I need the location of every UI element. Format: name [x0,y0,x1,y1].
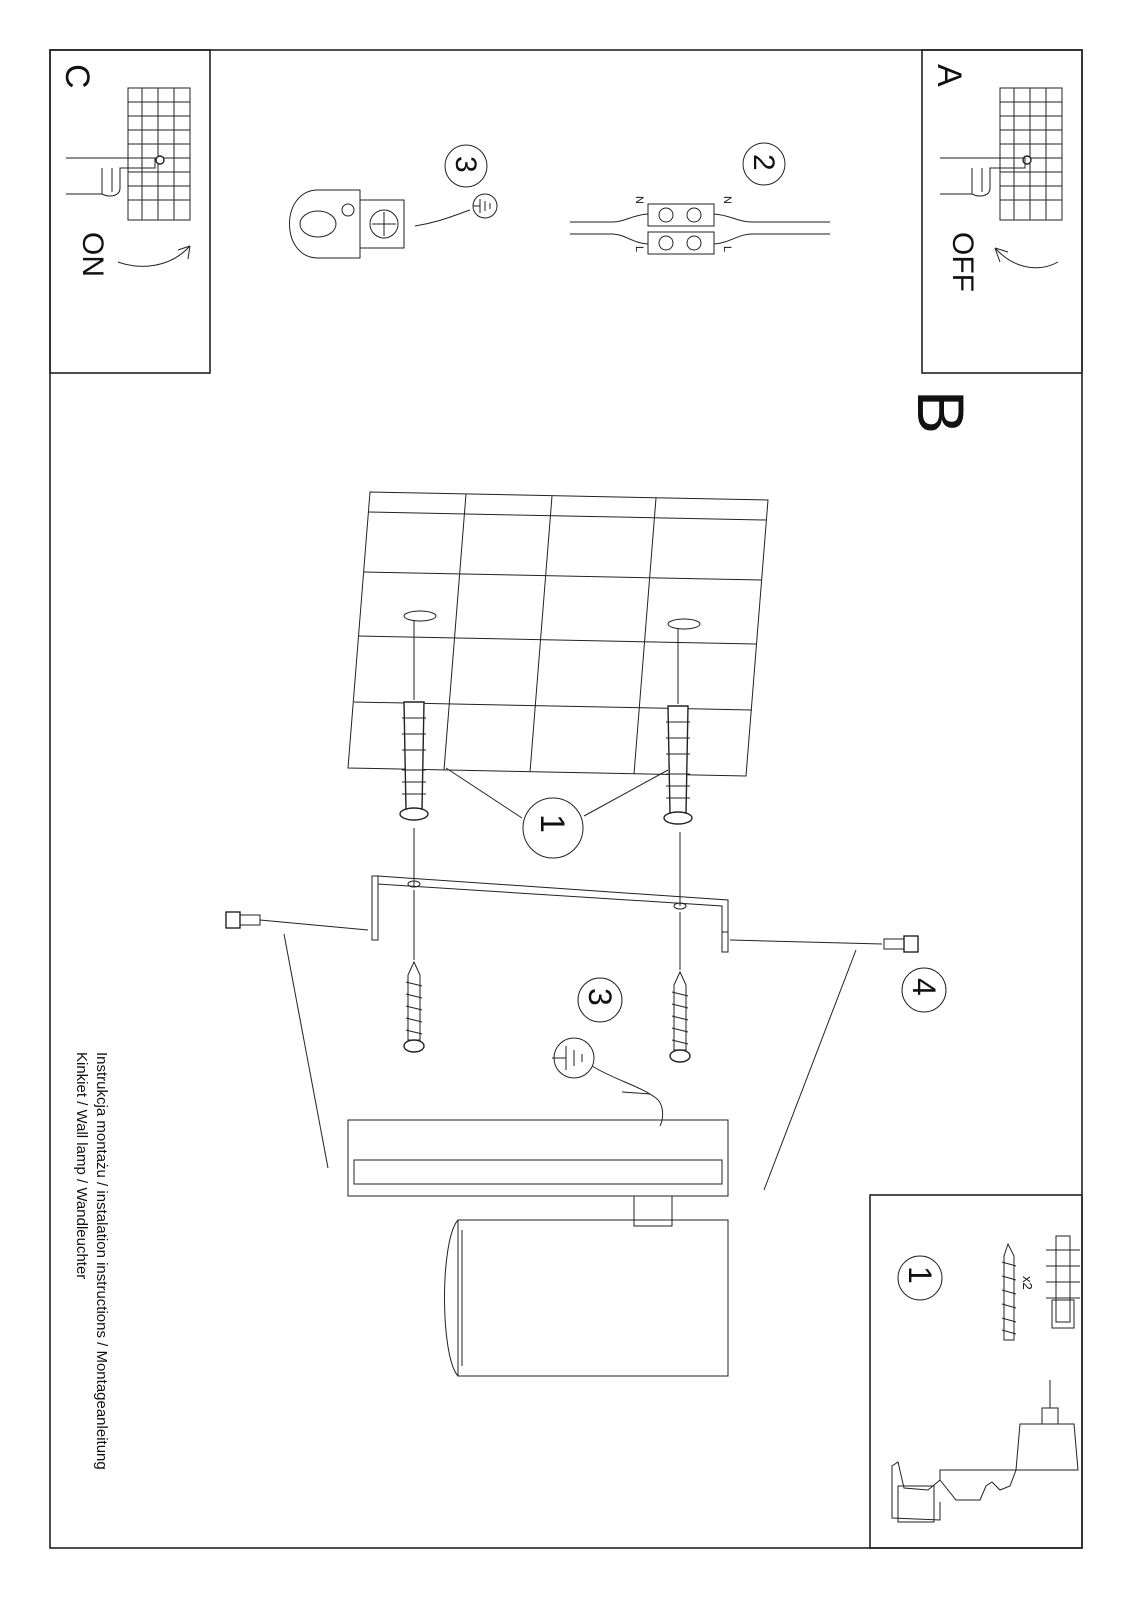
fusebox-icon [1000,88,1062,220]
kit-panel [892,1236,1080,1522]
lamp-base-plate [348,1120,728,1196]
svg-text:L: L [633,246,645,253]
panel-c-letter: C [58,64,96,89]
svg-text:4: 4 [906,978,942,996]
step-marker-plugs [446,768,668,858]
svg-text:3: 3 [582,988,618,1006]
kit-quantity: x2 [1020,1276,1035,1290]
fusebox-icon [128,88,190,220]
panel-a-letter: A [930,64,968,87]
panel-a-frame [922,50,1082,373]
kit-wall-plug-icon [1046,1236,1080,1328]
kit-screw-icon [1002,1244,1016,1340]
lamp-shade [445,1220,729,1376]
svg-text:1: 1 [533,814,571,833]
svg-text:L: L [721,246,733,253]
curved-arrow-icon [118,246,190,266]
wall-plug-icon [664,628,692,824]
page-frame [50,50,1082,1548]
panel-b-letter: B [904,390,978,435]
earth-symbol-icon [473,194,497,218]
footer-line-1: Instrukcja montażu / instalation instructions / Montageanleitung [93,1052,110,1470]
panel-c-frame [50,50,210,373]
svg-text:2: 2 [747,154,780,171]
step-marker-earth-assembly [578,978,622,1022]
svg-text:N: N [633,196,645,204]
earth-symbol-icon [552,1038,663,1126]
panel-a-caption: OFF [946,232,979,292]
svg-text:3: 3 [449,156,482,173]
svg-text:N: N [721,196,733,204]
hand-icon [940,158,1025,196]
fixing-screw-icon [730,936,918,952]
earth-terminal-detail [290,145,498,258]
fixing-screw-icon [226,912,368,930]
drill-icon [892,1380,1078,1522]
svg-text:1: 1 [902,1266,938,1284]
screw-icon [404,890,424,1052]
wall-plug-icon [400,620,428,820]
panel-c-caption: ON [76,232,109,277]
mounting-bracket [372,828,728,952]
step-marker-screws [902,968,946,1012]
terminal-block-icon [648,204,714,254]
panel-c [58,64,190,277]
screw-icon [670,912,690,1062]
panel-kit-frame [870,1195,1082,1548]
ring-terminal-icon [290,190,405,258]
panel-a [930,64,1062,292]
connector-block-detail [570,143,830,254]
footer-line-2: Kinkiet / Wall lamp / Wandleuchter [73,1052,90,1280]
lamp-stem [634,1196,672,1226]
